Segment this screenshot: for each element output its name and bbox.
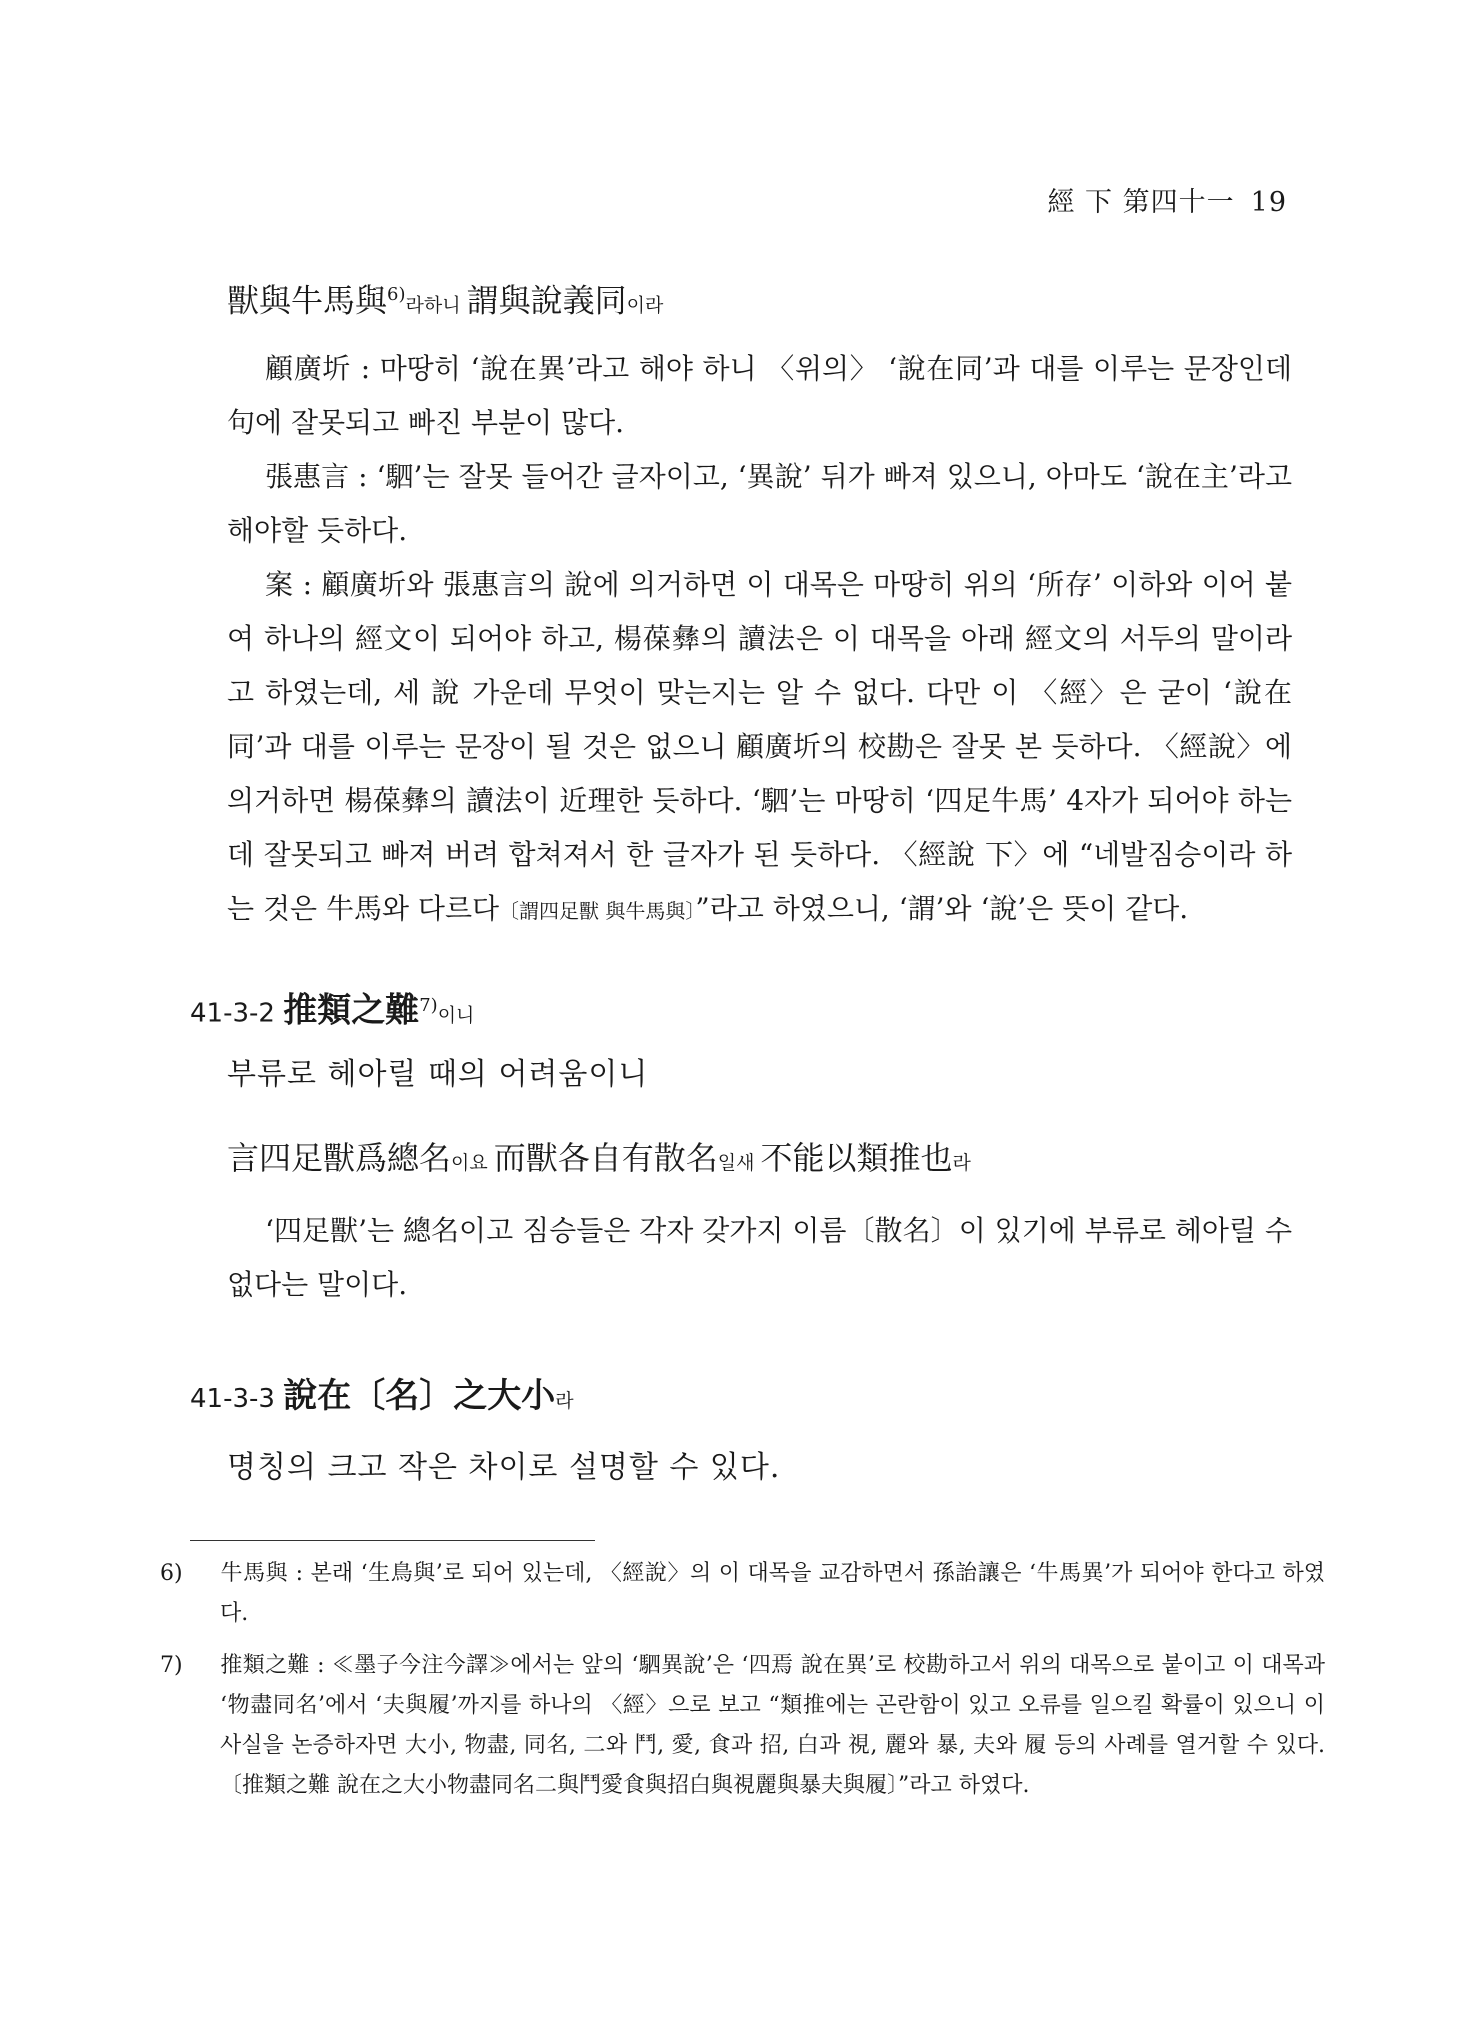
translation-41-3-3: 명칭의 크고 작은 차이로 설명할 수 있다.: [227, 1450, 781, 1485]
translation-41-3-2: 부류로 헤아릴 때의 어려움이니: [227, 1057, 649, 1092]
reading-mark: 라: [952, 1152, 971, 1174]
reading-mark: 이니: [437, 1004, 475, 1027]
footnote-number: 6): [160, 1561, 183, 1586]
header-title: 經 下 第四十一: [1047, 187, 1235, 218]
reading-mark: 이요: [451, 1152, 494, 1174]
footnote-7: [160, 1646, 1325, 1806]
footnote-text: 推類之難 : ≪墨子今注今譯≫에서는 앞의 ‘駟異說’은 ‘四焉 說在異’로 校勘하고서 위의 대목으로 붙이고 이 대목과 ‘物盡同名’에서 ‘夫與履’까지를 하나의 〈經〉으로 보고 “類推에는 곤란함이 있고 오류를 일으킬 확률이 있으니 이 사실을 논증하자면 大小, 物盡, 同名, 二와 鬥, 愛, 食과 招, 白과 視, 麗와 暴, 夫와 履 등의 사례를 열거할 수 있다.〔推類之難 說在之大小物盡同名二與鬥愛食與招白與視麗與暴夫與履〕”라고 하였다.: [220, 1653, 1325, 1798]
footnote-separator: [190, 1540, 595, 1541]
orig-text: 謂與說義同: [466, 281, 627, 320]
reading-mark: 라: [555, 1390, 574, 1412]
reading-mark: 일새: [717, 1152, 761, 1174]
running-header: [1047, 180, 1287, 219]
original-text-line-1: [227, 267, 1292, 334]
footnote-ref[interactable]: 7): [419, 995, 438, 1016]
reading-mark: 이라: [626, 294, 664, 317]
footnote-ref[interactable]: 6): [387, 284, 406, 305]
page-number: 19: [1250, 187, 1287, 218]
section-number: 41-3-2: [190, 998, 284, 1029]
commentary-an-text: 案 : 顧廣圻와 張惠言의 說에 의거하면 이 대목은 마땅히 위의 ‘所存’ 이하와 이어 붙여 하나의 經文이 되어야 하고, 楊葆彝의 讀法은 이 대목을 아래 經文의 서두의 말이라고 하였는데, 세 說 가운데 무엇이 맞는지는 알 수 없다. 다만 이 〈經〉은 굳이 ‘說在同’과 대를 이루는 문장이 될 것은 없으니 顧廣圻의 校勘은 잘못 본 듯하다. 〈經說〉에 의거하면 楊葆彝의 讀法이 近理한 듯하다. ‘駟’는 마땅히 ‘四足牛馬’ 4자가 되어야 하는데 잘못되고 빠져 버려 합쳐져서 한 글자가 된 듯하다. 〈經說 下〉에 “네발짐승이라 하는 것은 牛馬와 다르다: [227, 568, 1292, 925]
section-heading-41-3-2: [190, 978, 1290, 1043]
section-heading-41-3-3: [190, 1368, 1290, 1429]
reading-mark: 라하니: [405, 294, 467, 317]
commentary-an-quote: 〔謂四足獸 與牛馬與〕: [499, 899, 696, 923]
orig-text: 言四足獸爲總名: [227, 1139, 452, 1177]
original-text-line-2: [227, 1130, 1292, 1191]
section-number: 41-3-3: [190, 1384, 284, 1414]
footnote-number: 7): [160, 1653, 183, 1678]
commentary-an-end: ”라고 하였으니, ‘謂’와 ‘說’은 뜻이 같다.: [695, 892, 1189, 925]
commentary-an: [227, 558, 1292, 938]
orig-text: 而獸各自有散名: [493, 1139, 718, 1177]
section-title: 說在〔名〕之大小: [283, 1376, 556, 1416]
footnote-text: 牛馬與 : 본래 ‘生鳥與’로 되어 있는데, 〈經說〉의 이 대목을 교감하면서 孫詒讓은 ‘牛馬異’가 되어야 한다고 하였다.: [220, 1561, 1325, 1626]
orig-text: 獸與牛馬與: [227, 281, 388, 320]
orig-text: 不能以類推也: [760, 1139, 953, 1177]
section-title: 推類之難: [283, 990, 420, 1031]
commentary-si-zu-shou: ‘四足獸’는 總名이고 짐승들은 각자 갖가지 이름〔散名〕이 있기에 부류로 헤아릴 수 없다는 말이다.: [227, 1214, 1292, 1301]
commentary-gu-guangqi: 顧廣圻 : 마땅히 ‘說在異’라고 해야 하니 〈위의〉 ‘說在同’과 대를 이루는 문장인데 句에 잘못되고 빠진 부분이 많다.: [227, 352, 1292, 439]
commentary-zhang-huiyan: 張惠言 : ‘駟’는 잘못 들어간 글자이고, ‘異說’ 뒤가 빠져 있으니, 아마도 ‘說在主’라고 해야할 듯하다.: [227, 460, 1292, 547]
footnote-6: [160, 1554, 1325, 1634]
